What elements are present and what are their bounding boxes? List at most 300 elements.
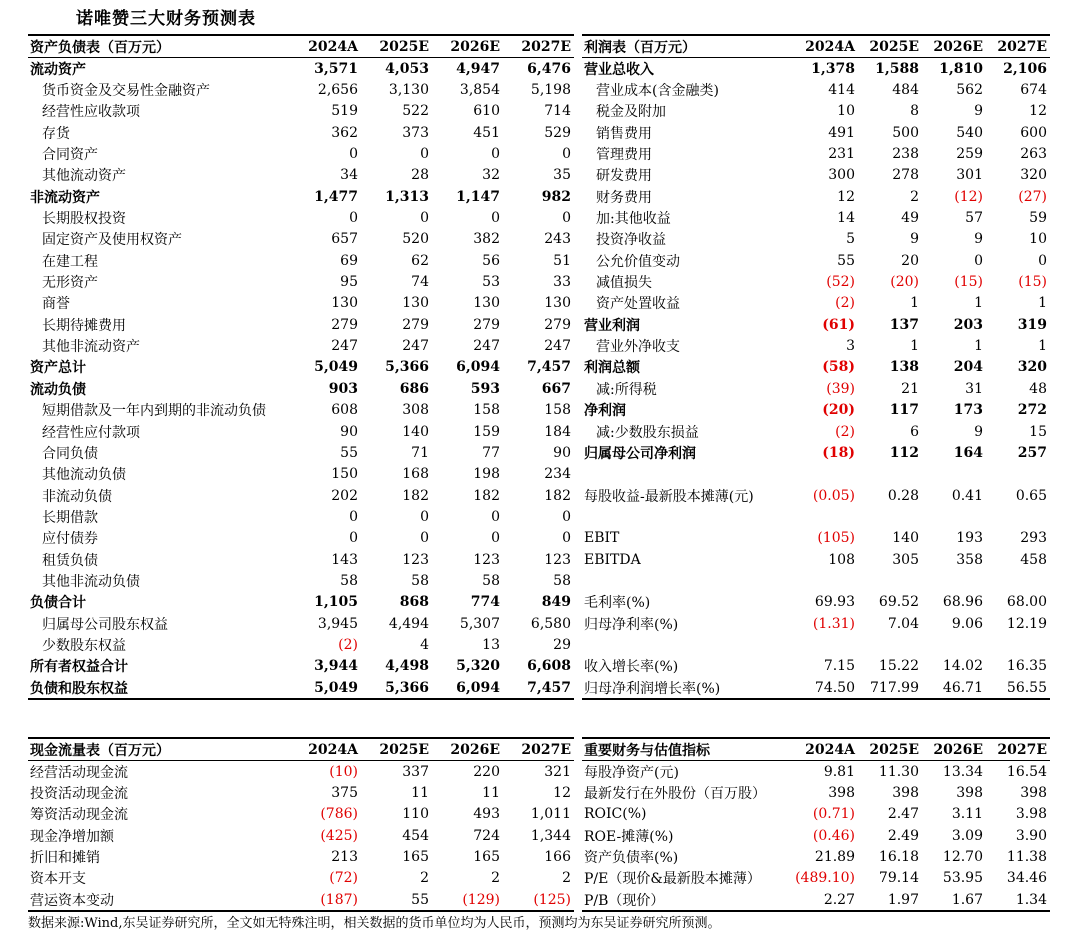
cell-value: 90 <box>553 444 571 461</box>
cell-value: 2.27 <box>794 889 858 911</box>
table-row <box>28 634 574 655</box>
cell-value: (125) <box>503 889 574 911</box>
cell-value: 143 <box>331 551 358 568</box>
cell-value: 117 <box>889 402 919 419</box>
cell-value: (786) <box>320 806 358 823</box>
row-label: 货币资金及交易性金融资产 <box>42 83 210 100</box>
table-row <box>582 229 1050 250</box>
cell-value: 95 <box>340 274 358 291</box>
table-row <box>582 656 1050 677</box>
cell-value <box>794 464 858 485</box>
table-row <box>582 782 1050 803</box>
cell-value: 562 <box>956 82 983 99</box>
cell-value: 150 <box>331 466 358 483</box>
income-statement-grid <box>582 34 1050 700</box>
cell-value: 49 <box>901 210 919 227</box>
cell-value: 0.41 <box>951 487 983 504</box>
cell-value: 29 <box>553 636 571 653</box>
column-header: 2024A <box>794 35 858 58</box>
income-statement-header-row <box>582 35 1050 58</box>
cell-value: 21.89 <box>814 849 855 866</box>
cell-value <box>794 570 858 591</box>
table-row <box>28 400 574 421</box>
cell-value: 9 <box>910 231 919 248</box>
cell-value: (187) <box>290 889 361 911</box>
table-row <box>28 186 574 207</box>
cell-value: 2 <box>420 870 429 887</box>
cell-value: 20 <box>901 252 919 269</box>
cell-value: 7.04 <box>887 615 919 632</box>
column-header: 2026E <box>922 35 986 58</box>
cell-value: 130 <box>473 295 500 312</box>
row-label: 负债合计 <box>30 595 86 612</box>
cell-value: 220 <box>473 763 500 780</box>
column-header: 2024A <box>290 35 361 58</box>
cell-value: 168 <box>402 466 429 483</box>
cell-value: (105) <box>817 530 855 547</box>
cell-value: 6 <box>910 423 919 440</box>
cell-value: 77 <box>482 444 500 461</box>
cell-value: 12.19 <box>1006 615 1047 632</box>
row-label: 非流动资产 <box>30 189 100 206</box>
cell-value: 3 <box>846 338 855 355</box>
cell-value: 110 <box>402 806 429 823</box>
cell-value: 48 <box>1029 380 1047 397</box>
cell-value: 1 <box>974 295 983 312</box>
row-label: 无形资产 <box>42 275 98 292</box>
row-label: 管理费用 <box>596 147 652 164</box>
cell-value: 5,049 <box>290 677 361 699</box>
cell-value: 16.35 <box>1006 658 1047 675</box>
cell-value: 279 <box>544 316 571 333</box>
cash-flow-table <box>28 737 574 912</box>
table-row <box>582 889 1050 911</box>
cell-value: 53 <box>482 274 500 291</box>
row-label: 流动负债 <box>30 381 86 398</box>
cell-value: 308 <box>402 402 429 419</box>
cell-value: 12 <box>553 785 571 802</box>
cell-value: 484 <box>892 82 919 99</box>
row-label: 其他流动负债 <box>42 467 126 484</box>
cell-value: 140 <box>402 423 429 440</box>
row-label: 长期股权投资 <box>42 211 126 228</box>
cell-value: 717.99 <box>858 677 922 699</box>
row-label: 营业成本(含金融类) <box>596 83 719 100</box>
row-label <box>582 634 794 655</box>
cell-value: 263 <box>1020 146 1047 163</box>
cell-value: 158 <box>473 402 500 419</box>
cell-value: 3,944 <box>314 658 358 675</box>
cell-value: 375 <box>331 785 358 802</box>
income-statement-table <box>582 34 1050 700</box>
cell-value: 849 <box>541 594 571 611</box>
cell-value: 35 <box>553 167 571 184</box>
table-row <box>28 570 574 591</box>
row-label: 营业总收入 <box>584 61 654 78</box>
cell-value: 1,810 <box>939 60 983 77</box>
row-label: 经营性应收款项 <box>42 104 140 121</box>
cell-value <box>794 634 858 655</box>
cell-value: 59 <box>1029 210 1047 227</box>
cell-value: 398 <box>828 785 855 802</box>
row-label: 经营活动现金流 <box>30 764 128 781</box>
row-label: 非流动负债 <box>42 488 112 505</box>
table-row <box>28 143 574 164</box>
column-header: 2027E <box>503 738 574 761</box>
cell-value: (489.10) <box>795 870 855 887</box>
cell-value: 9 <box>974 423 983 440</box>
column-header: 2025E <box>361 738 432 761</box>
cell-value: 2,106 <box>1003 60 1047 77</box>
cell-value: 3,854 <box>459 82 500 99</box>
cell-value: (15) <box>954 274 983 291</box>
row-label: 投资净收益 <box>596 232 666 249</box>
row-label: 长期借款 <box>42 509 98 526</box>
cell-value: 3.98 <box>1015 806 1047 823</box>
cell-value: 34.46 <box>1006 870 1047 887</box>
cell-value: 6,094 <box>456 359 500 376</box>
cell-value: 868 <box>399 594 429 611</box>
table-row <box>582 421 1050 442</box>
cell-value <box>986 634 1050 655</box>
cell-value: 55 <box>837 252 855 269</box>
cell-value: 0.28 <box>887 487 919 504</box>
row-label: 合同负债 <box>42 445 98 462</box>
cell-value: 714 <box>544 103 571 120</box>
table-row <box>582 634 1050 655</box>
cell-value: 90 <box>340 423 358 440</box>
cell-value: 4,494 <box>388 615 429 632</box>
column-header: 2027E <box>986 35 1050 58</box>
table-row <box>28 613 574 634</box>
cell-value: 12 <box>837 188 855 205</box>
table-row <box>28 592 574 613</box>
column-header: 2026E <box>922 738 986 761</box>
table-row <box>582 868 1050 889</box>
cell-value: 540 <box>956 124 983 141</box>
table-row <box>28 293 574 314</box>
row-label: 合同资产 <box>42 147 98 164</box>
cell-value <box>858 506 922 527</box>
cell-value: 123 <box>402 551 429 568</box>
cell-value: 667 <box>541 380 571 397</box>
table-row <box>582 250 1050 271</box>
cell-value: 2.47 <box>887 806 919 823</box>
cell-value: 1,477 <box>314 188 358 205</box>
row-label: 所有者权益合计 <box>30 659 128 676</box>
cell-value: 600 <box>1020 124 1047 141</box>
table-row <box>582 761 1050 783</box>
cell-value: 173 <box>953 402 983 419</box>
cell-value: 608 <box>331 402 358 419</box>
row-label: 短期借款及一年内到期的非流动负债 <box>42 403 266 420</box>
table-row <box>582 804 1050 825</box>
cell-value: 182 <box>402 487 429 504</box>
cell-value: (20) <box>822 402 855 419</box>
cell-value: (0.05) <box>812 487 855 504</box>
cell-value: 32 <box>482 167 500 184</box>
cell-value: 337 <box>402 763 429 780</box>
cell-value: 15.22 <box>878 658 919 675</box>
table-row <box>582 186 1050 207</box>
cell-value: 58 <box>553 572 571 589</box>
column-header: 2025E <box>361 35 432 58</box>
cell-value: 247 <box>331 338 358 355</box>
cell-value: 231 <box>828 146 855 163</box>
cell-value: 320 <box>1020 167 1047 184</box>
row-label <box>582 570 794 591</box>
row-label: 减:少数股东损益 <box>596 424 699 441</box>
cell-value: 198 <box>473 466 500 483</box>
row-label: 流动资产 <box>30 61 86 78</box>
cell-value: 159 <box>473 423 500 440</box>
cell-value: 247 <box>473 338 500 355</box>
row-label: 其他非流动负债 <box>42 573 140 590</box>
cell-value: 259 <box>956 146 983 163</box>
cell-value: 0 <box>420 530 429 547</box>
row-label: 应付债券 <box>42 531 98 548</box>
cell-value: 16.18 <box>878 849 919 866</box>
cell-value: 373 <box>402 124 429 141</box>
cell-value: 398 <box>1020 785 1047 802</box>
cell-value: 593 <box>470 380 500 397</box>
cell-value: 1,378 <box>811 60 855 77</box>
cell-value: 278 <box>892 167 919 184</box>
cash-flow-grid <box>28 737 574 912</box>
cell-value: 0 <box>562 530 571 547</box>
cell-value: 1,147 <box>456 188 500 205</box>
row-label: 其他流动资产 <box>42 168 126 185</box>
cell-value: 112 <box>889 444 919 461</box>
table-row <box>28 378 574 399</box>
cell-value: 68.96 <box>942 594 983 611</box>
cell-value: 130 <box>331 295 358 312</box>
cell-value <box>794 506 858 527</box>
cell-value: 3,130 <box>388 82 429 99</box>
cell-value: (2) <box>835 423 855 440</box>
cell-value: (20) <box>890 274 919 291</box>
cell-value: 68.00 <box>1006 594 1047 611</box>
cell-value: (129) <box>432 889 503 911</box>
cell-value: 130 <box>402 295 429 312</box>
cell-value: 238 <box>892 146 919 163</box>
cell-value: 301 <box>956 167 983 184</box>
cell-value: 71 <box>411 444 429 461</box>
table-row <box>28 122 574 143</box>
cell-value: 9.06 <box>951 615 983 632</box>
cell-value: 451 <box>473 124 500 141</box>
cell-value: 62 <box>411 252 429 269</box>
cell-value: 28 <box>411 167 429 184</box>
row-label: 利润总额 <box>584 360 640 377</box>
row-label: 资产处置收益 <box>596 296 680 313</box>
table-row <box>28 677 574 699</box>
cell-value: 1 <box>974 338 983 355</box>
cell-value: 5 <box>846 231 855 248</box>
row-label: EBIT <box>584 530 620 547</box>
cell-value: 130 <box>544 295 571 312</box>
row-label: 归属母公司净利润 <box>584 445 696 462</box>
cell-value: 11.38 <box>1006 849 1047 866</box>
cell-value: (15) <box>1018 274 1047 291</box>
cell-value: 3.11 <box>951 806 983 823</box>
table-row <box>28 207 574 228</box>
table-row <box>28 314 574 335</box>
cell-value: 9 <box>974 103 983 120</box>
cell-value: 1 <box>1038 338 1047 355</box>
cell-value: 3.09 <box>951 827 983 844</box>
cell-value: 12 <box>1029 103 1047 120</box>
table-row <box>582 79 1050 100</box>
table-row <box>582 506 1050 527</box>
cell-value: 1,313 <box>385 188 429 205</box>
cell-value: 12.70 <box>942 849 983 866</box>
cell-value: 11 <box>482 785 500 802</box>
cell-value: 5,366 <box>361 677 432 699</box>
column-header: 2024A <box>290 738 361 761</box>
cell-value: 2 <box>910 188 919 205</box>
cell-value: 0 <box>491 508 500 525</box>
cell-value: 272 <box>1017 402 1047 419</box>
cell-value: 279 <box>402 316 429 333</box>
row-label: 收入增长率(%) <box>584 659 679 676</box>
cell-value: 362 <box>331 124 358 141</box>
cell-value: 123 <box>473 551 500 568</box>
table-row <box>28 485 574 506</box>
row-label: 研发费用 <box>596 168 652 185</box>
cell-value <box>922 464 986 485</box>
cell-value: 0 <box>974 252 983 269</box>
cell-value: 1.97 <box>858 889 922 911</box>
cell-value: 243 <box>544 231 571 248</box>
cell-value: 9.81 <box>823 763 855 780</box>
cell-value: 0 <box>420 210 429 227</box>
key-ratios-table <box>582 737 1050 912</box>
cell-value: 108 <box>828 551 855 568</box>
key-ratios-grid <box>582 737 1050 912</box>
row-label: 每股收益-最新股本摊薄(元) <box>584 488 754 505</box>
cell-value: (0.46) <box>812 827 855 844</box>
cell-value: 31 <box>965 380 983 397</box>
cell-value: 11.30 <box>878 763 919 780</box>
row-label: 销售费用 <box>596 125 652 142</box>
cell-value: 182 <box>473 487 500 504</box>
cell-value: 4 <box>420 636 429 653</box>
table-row <box>582 58 1050 80</box>
cell-value: 903 <box>328 380 358 397</box>
cell-value: 8 <box>910 103 919 120</box>
table-row <box>582 846 1050 867</box>
row-label: 公允价值变动 <box>596 253 680 270</box>
table-row <box>582 357 1050 378</box>
cash-flow-header-row <box>28 738 574 761</box>
table-row <box>582 335 1050 356</box>
row-label: 筹资活动现金流 <box>30 807 128 824</box>
cell-value <box>922 634 986 655</box>
cell-value: 454 <box>402 827 429 844</box>
cell-value: 15 <box>1029 423 1047 440</box>
cell-value <box>986 506 1050 527</box>
cell-value: 69.52 <box>878 594 919 611</box>
table-row <box>582 485 1050 506</box>
cell-value: 5,366 <box>385 359 429 376</box>
cell-value: 491 <box>828 124 855 141</box>
cell-value: 1 <box>910 338 919 355</box>
row-label: 减值损失 <box>596 275 652 292</box>
cell-value: 7,457 <box>527 359 571 376</box>
cell-value: 55 <box>340 444 358 461</box>
cell-value: 493 <box>473 806 500 823</box>
column-header: 2026E <box>432 35 503 58</box>
cell-value: 140 <box>892 530 919 547</box>
cell-value: 14.02 <box>942 658 983 675</box>
cell-value: 686 <box>399 380 429 397</box>
row-label: 加:其他收益 <box>596 211 671 228</box>
cell-value: 137 <box>889 316 919 333</box>
cell-value: 3.90 <box>1015 827 1047 844</box>
cell-value: 321 <box>544 763 571 780</box>
cell-value: 2,656 <box>317 82 358 99</box>
cell-value: 358 <box>956 551 983 568</box>
table-row <box>582 442 1050 463</box>
cell-value: 5,049 <box>314 359 358 376</box>
cell-value: 305 <box>892 551 919 568</box>
cell-value: 0 <box>491 530 500 547</box>
table-row <box>28 782 574 803</box>
column-header: 2027E <box>503 35 574 58</box>
cell-value <box>986 464 1050 485</box>
cell-value: 182 <box>544 487 571 504</box>
table-row <box>28 271 574 292</box>
cell-value: 2 <box>562 870 571 887</box>
cell-value: 398 <box>892 785 919 802</box>
row-label: 最新发行在外股份（百万股） <box>584 786 766 803</box>
income-statement-header-label: 利润表（百万元） <box>582 35 794 58</box>
cell-value: 982 <box>541 188 571 205</box>
row-label: 负债和股东权益 <box>28 677 290 699</box>
cell-value: 0 <box>420 508 429 525</box>
table-row <box>28 250 574 271</box>
cell-value: 0 <box>562 508 571 525</box>
cell-value: 300 <box>828 167 855 184</box>
cell-value: 5,320 <box>456 658 500 675</box>
table-row <box>582 400 1050 421</box>
cell-value: (2) <box>835 295 855 312</box>
cell-value: 165 <box>473 849 500 866</box>
table-row <box>582 165 1050 186</box>
cell-value: 4,498 <box>385 658 429 675</box>
cell-value: 158 <box>544 402 571 419</box>
row-label: 归属母公司股东权益 <box>42 616 168 633</box>
row-label: 净利润 <box>584 403 626 420</box>
cell-value: 51 <box>553 252 571 269</box>
cell-value: 657 <box>331 231 358 248</box>
cell-value: 247 <box>544 338 571 355</box>
row-label: ROIC(%) <box>584 806 647 823</box>
row-label: 资本开支 <box>30 871 86 888</box>
balance-sheet-grid <box>28 34 574 700</box>
row-label: 资产负债率(%) <box>584 850 679 867</box>
cell-value: (10) <box>329 763 358 780</box>
cell-value: 382 <box>473 231 500 248</box>
table-row <box>28 825 574 846</box>
balance-sheet-header-label: 资产负债表（百万元） <box>28 35 290 58</box>
cell-value: 234 <box>544 466 571 483</box>
cell-value: 279 <box>473 316 500 333</box>
table-row <box>582 613 1050 634</box>
row-label: 归母净利率(%) <box>584 616 679 633</box>
row-label: 营运资本变动 <box>28 889 290 911</box>
